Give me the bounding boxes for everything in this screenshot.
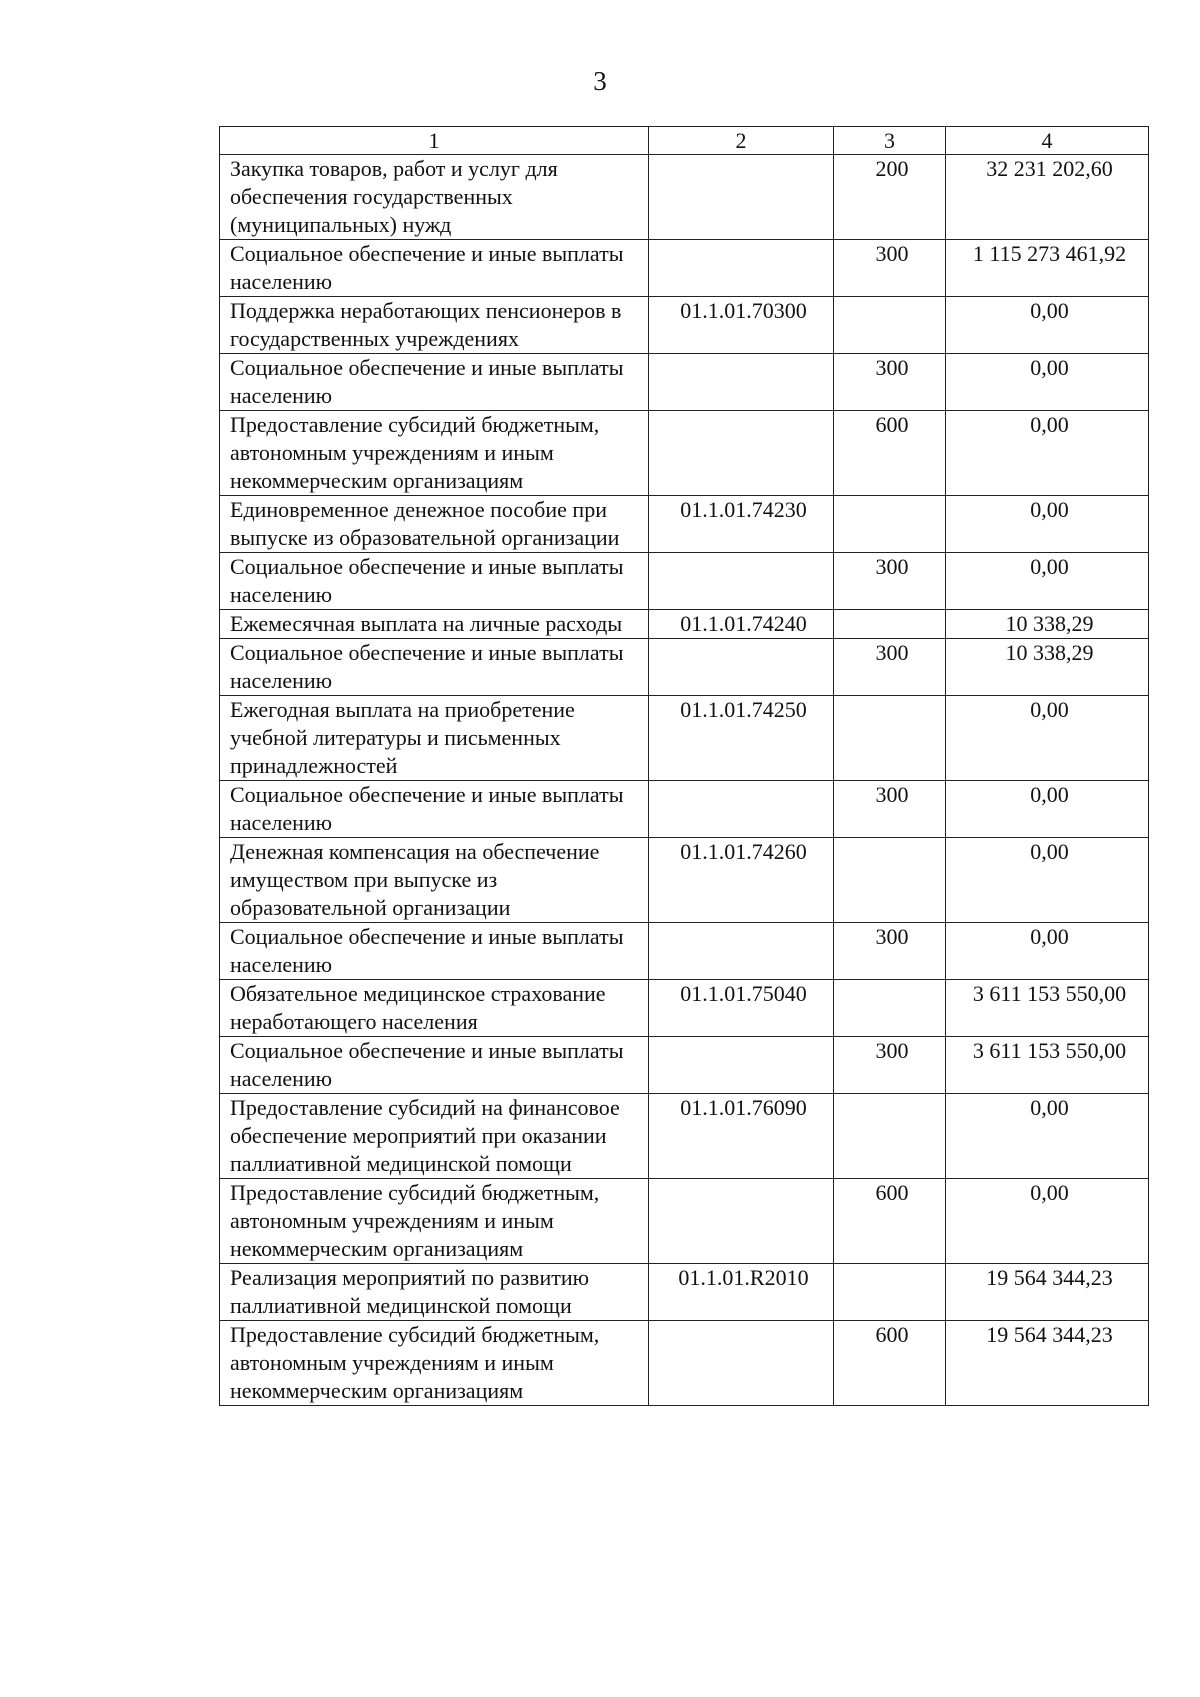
table-row xyxy=(220,838,1149,923)
page-number: 3 xyxy=(593,66,607,96)
row-amount-cell: 0,00 xyxy=(946,1179,1149,1264)
row-expense-type-cell: 300 xyxy=(834,639,946,696)
row-name-cell: Обязательное медицинское страхование неработающего населения xyxy=(220,980,649,1037)
budget-table xyxy=(219,126,1149,1406)
table-row xyxy=(220,1179,1149,1264)
row-name-cell: Предоставление субсидий бюджетным, автономным учреждениям и иным некоммерческим организациям xyxy=(220,1321,649,1406)
table-row xyxy=(220,354,1149,411)
row-code-cell xyxy=(649,155,834,240)
row-amount-cell: 0,00 xyxy=(946,297,1149,354)
table-row xyxy=(220,639,1149,696)
row-code-cell: 01.1.01.74250 xyxy=(649,696,834,781)
row-name-cell: Предоставление субсидий бюджетным, автономным учреждениям и иным некоммерческим организациям xyxy=(220,411,649,496)
row-name-cell: Ежегодная выплата на приобретение учебной литературы и письменных принадлежностей xyxy=(220,696,649,781)
table-row xyxy=(220,1037,1149,1094)
row-name-cell: Социальное обеспечение и иные выплаты населению xyxy=(220,1037,649,1094)
row-name-cell: Реализация мероприятий по развитию паллиативной медицинской помощи xyxy=(220,1264,649,1321)
row-code-cell xyxy=(649,639,834,696)
row-name-cell: Социальное обеспечение и иные выплаты населению xyxy=(220,553,649,610)
row-expense-type-cell xyxy=(834,610,946,639)
table-row xyxy=(220,923,1149,980)
row-code-cell: 01.1.01.74260 xyxy=(649,838,834,923)
row-name-cell: Социальное обеспечение и иные выплаты населению xyxy=(220,923,649,980)
row-code-cell: 01.1.01.74240 xyxy=(649,610,834,639)
row-amount-cell: 0,00 xyxy=(946,553,1149,610)
row-code-cell xyxy=(649,781,834,838)
row-name-cell: Поддержка неработающих пенсионеров в государственных учреждениях xyxy=(220,297,649,354)
row-code-cell xyxy=(649,411,834,496)
column-header-1: 1 xyxy=(220,127,649,155)
row-expense-type-cell xyxy=(834,980,946,1037)
row-code-cell xyxy=(649,240,834,297)
row-amount-cell: 3 611 153 550,00 xyxy=(946,1037,1149,1094)
row-amount-cell: 3 611 153 550,00 xyxy=(946,980,1149,1037)
row-code-cell: 01.1.01.70300 xyxy=(649,297,834,354)
row-name-cell: Денежная компенсация на обеспечение имуществом при выпуске из образовательной организации xyxy=(220,838,649,923)
row-code-cell xyxy=(649,923,834,980)
row-code-cell: 01.1.01.76090 xyxy=(649,1094,834,1179)
table-row xyxy=(220,155,1149,240)
row-amount-cell: 0,00 xyxy=(946,354,1149,411)
row-code-cell: 01.1.01.74230 xyxy=(649,496,834,553)
row-name-cell: Предоставление субсидий на финансовое обеспечение мероприятий при оказании паллиативной медицинской помощи xyxy=(220,1094,649,1179)
row-code-cell xyxy=(649,354,834,411)
row-expense-type-cell: 300 xyxy=(834,923,946,980)
row-expense-type-cell xyxy=(834,838,946,923)
row-amount-cell: 32 231 202,60 xyxy=(946,155,1149,240)
row-expense-type-cell: 200 xyxy=(834,155,946,240)
table-row xyxy=(220,696,1149,781)
table-row xyxy=(220,610,1149,639)
row-amount-cell: 10 338,29 xyxy=(946,610,1149,639)
table-row xyxy=(220,1094,1149,1179)
row-expense-type-cell: 300 xyxy=(834,354,946,411)
row-expense-type-cell: 600 xyxy=(834,1179,946,1264)
row-code-cell xyxy=(649,553,834,610)
row-expense-type-cell: 300 xyxy=(834,781,946,838)
row-name-cell: Ежемесячная выплата на личные расходы xyxy=(220,610,649,639)
row-expense-type-cell: 300 xyxy=(834,1037,946,1094)
header-row xyxy=(220,127,1149,155)
table-row xyxy=(220,781,1149,838)
row-name-cell: Единовременное денежное пособие при выпуске из образовательной организации xyxy=(220,496,649,553)
table-row xyxy=(220,553,1149,610)
row-code-cell: 01.1.01.75040 xyxy=(649,980,834,1037)
row-name-cell: Предоставление субсидий бюджетным, автономным учреждениям и иным некоммерческим организациям xyxy=(220,1179,649,1264)
row-amount-cell: 0,00 xyxy=(946,923,1149,980)
column-header-3: 3 xyxy=(834,127,946,155)
row-expense-type-cell: 300 xyxy=(834,240,946,297)
row-expense-type-cell xyxy=(834,1264,946,1321)
row-code-cell xyxy=(649,1037,834,1094)
row-name-cell: Социальное обеспечение и иные выплаты населению xyxy=(220,354,649,411)
row-name-cell: Социальное обеспечение и иные выплаты населению xyxy=(220,240,649,297)
table-row xyxy=(220,240,1149,297)
table-row xyxy=(220,980,1149,1037)
row-expense-type-cell xyxy=(834,496,946,553)
row-amount-cell: 0,00 xyxy=(946,496,1149,553)
row-amount-cell: 0,00 xyxy=(946,1094,1149,1179)
row-expense-type-cell xyxy=(834,696,946,781)
row-code-cell: 01.1.01.R2010 xyxy=(649,1264,834,1321)
column-header-4: 4 xyxy=(946,127,1149,155)
column-header-2: 2 xyxy=(649,127,834,155)
row-expense-type-cell: 300 xyxy=(834,553,946,610)
table-row xyxy=(220,297,1149,354)
row-amount-cell: 10 338,29 xyxy=(946,639,1149,696)
row-name-cell: Социальное обеспечение и иные выплаты населению xyxy=(220,639,649,696)
row-amount-cell: 0,00 xyxy=(946,781,1149,838)
row-name-cell: Закупка товаров, работ и услуг для обеспечения государственных (муниципальных) нужд xyxy=(220,155,649,240)
row-amount-cell: 19 564 344,23 xyxy=(946,1321,1149,1406)
table-row xyxy=(220,496,1149,553)
row-expense-type-cell: 600 xyxy=(834,1321,946,1406)
table-body xyxy=(220,155,1149,1406)
table-row xyxy=(220,411,1149,496)
row-amount-cell: 1 115 273 461,92 xyxy=(946,240,1149,297)
row-amount-cell: 0,00 xyxy=(946,411,1149,496)
row-code-cell xyxy=(649,1321,834,1406)
table-row xyxy=(220,1264,1149,1321)
row-expense-type-cell: 600 xyxy=(834,411,946,496)
row-expense-type-cell xyxy=(834,297,946,354)
table-row xyxy=(220,1321,1149,1406)
row-code-cell xyxy=(649,1179,834,1264)
row-expense-type-cell xyxy=(834,1094,946,1179)
row-amount-cell: 19 564 344,23 xyxy=(946,1264,1149,1321)
row-amount-cell: 0,00 xyxy=(946,838,1149,923)
row-name-cell: Социальное обеспечение и иные выплаты населению xyxy=(220,781,649,838)
row-amount-cell: 0,00 xyxy=(946,696,1149,781)
